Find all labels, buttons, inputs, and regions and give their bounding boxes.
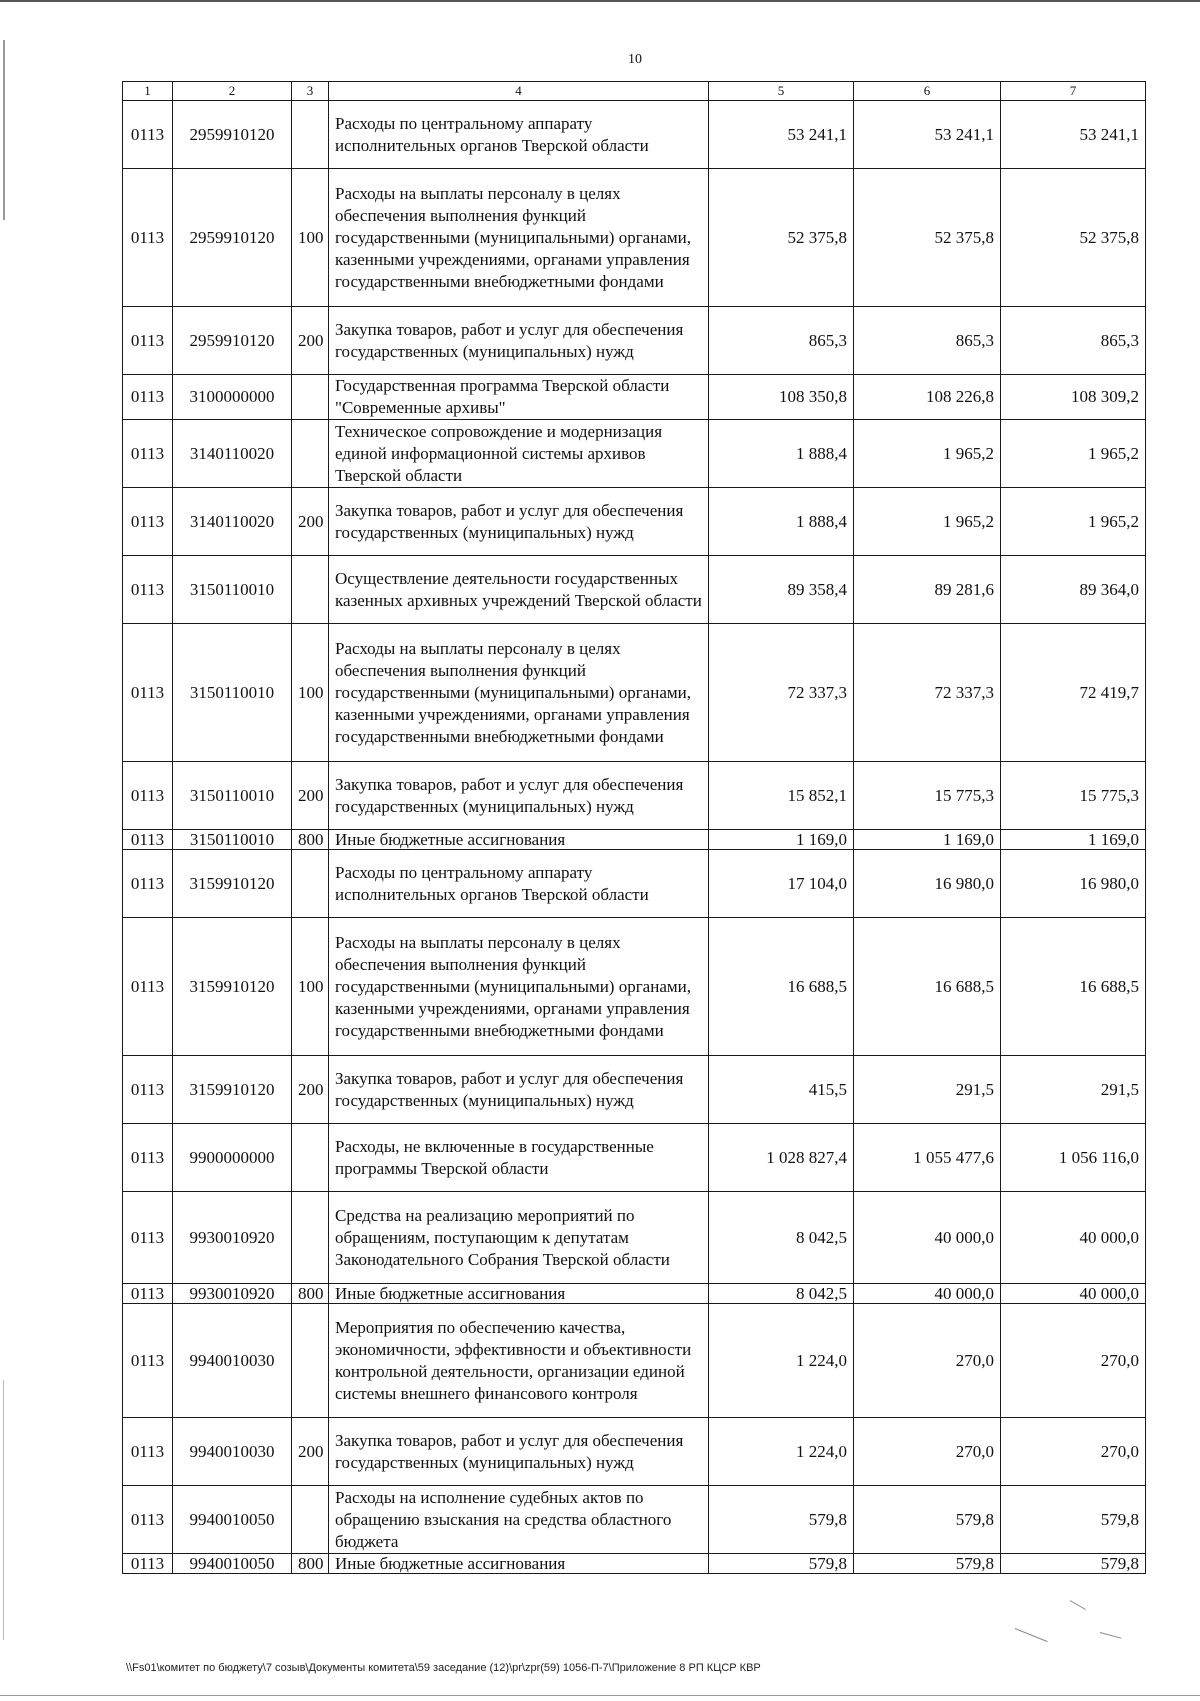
section-code: 0113	[123, 1304, 173, 1418]
amount-col7: 108 309,2	[1001, 375, 1146, 420]
section-code: 0113	[123, 169, 173, 307]
amount-col6: 1 055 477,6	[854, 1124, 1001, 1192]
table-row	[123, 1486, 1146, 1554]
amount-col5: 16 688,5	[709, 918, 854, 1056]
section-code: 0113	[123, 101, 173, 169]
item-name: Иные бюджетные ассигнования	[329, 1284, 709, 1304]
table-row	[123, 1284, 1146, 1304]
target-code: 3140110020	[173, 488, 292, 556]
amount-col6: 72 337,3	[854, 624, 1001, 762]
expense-kind-code: 200	[292, 762, 329, 830]
expense-kind-code: 100	[292, 169, 329, 307]
amount-col6: 15 775,3	[854, 762, 1001, 830]
expense-kind-code: 100	[292, 918, 329, 1056]
expense-kind-code	[292, 101, 329, 169]
table-row	[123, 101, 1146, 169]
amount-col5: 1 169,0	[709, 830, 854, 850]
expense-kind-code: 800	[292, 830, 329, 850]
table-row	[123, 918, 1146, 1056]
amount-col6: 865,3	[854, 307, 1001, 375]
amount-col5: 1 224,0	[709, 1304, 854, 1418]
expense-kind-code: 800	[292, 1554, 329, 1574]
item-name: Мероприятия по обеспечению качества, экономичности, эффективности и объективности контрольной деятельности, организации единой системы внешнего финансового контроля	[329, 1304, 709, 1418]
amount-col5: 89 358,4	[709, 556, 854, 624]
section-code: 0113	[123, 1192, 173, 1284]
item-name: Расходы по центральному аппарату исполнительных органов Тверской области	[329, 850, 709, 918]
item-name: Иные бюджетные ассигнования	[329, 830, 709, 850]
amount-col5: 53 241,1	[709, 101, 854, 169]
amount-col7: 40 000,0	[1001, 1192, 1146, 1284]
budget-table	[122, 81, 1146, 1574]
item-name: Закупка товаров, работ и услуг для обеспечения государственных (муниципальных) нужд	[329, 762, 709, 830]
amount-col7: 16 980,0	[1001, 850, 1146, 918]
expense-kind-code: 200	[292, 1056, 329, 1124]
target-code: 9940010030	[173, 1418, 292, 1486]
item-name: Закупка товаров, работ и услуг для обеспечения государственных (муниципальных) нужд	[329, 307, 709, 375]
amount-col6: 579,8	[854, 1554, 1001, 1574]
amount-col5: 8 042,5	[709, 1284, 854, 1304]
target-code: 3150110010	[173, 624, 292, 762]
amount-col7: 1 169,0	[1001, 830, 1146, 850]
item-name: Расходы, не включенные в государственные программы Тверской области	[329, 1124, 709, 1192]
table-row	[123, 556, 1146, 624]
table-row	[123, 1304, 1146, 1418]
amount-col5: 1 224,0	[709, 1418, 854, 1486]
section-code: 0113	[123, 488, 173, 556]
table-row	[123, 420, 1146, 488]
section-code: 0113	[123, 762, 173, 830]
table-row	[123, 375, 1146, 420]
table-row	[123, 307, 1146, 375]
target-code: 2959910120	[173, 169, 292, 307]
amount-col6: 16 688,5	[854, 918, 1001, 1056]
amount-col5: 1 888,4	[709, 488, 854, 556]
section-code: 0113	[123, 850, 173, 918]
amount-col5: 52 375,8	[709, 169, 854, 307]
target-code: 3159910120	[173, 918, 292, 1056]
expense-kind-code: 200	[292, 488, 329, 556]
amount-col6: 40 000,0	[854, 1192, 1001, 1284]
amount-col5: 415,5	[709, 1056, 854, 1124]
amount-col5: 8 042,5	[709, 1192, 854, 1284]
item-name: Средства на реализацию мероприятий по обращениям, поступающим к депутатам Законодательного Собрания Тверской области	[329, 1192, 709, 1284]
table-row	[123, 1056, 1146, 1124]
expense-kind-code	[292, 1486, 329, 1554]
section-code: 0113	[123, 1418, 173, 1486]
item-name: Государственная программа Тверской области "Современные архивы"	[329, 375, 709, 420]
table-row	[123, 830, 1146, 850]
table-row	[123, 850, 1146, 918]
amount-col7: 579,8	[1001, 1486, 1146, 1554]
amount-col6: 579,8	[854, 1486, 1001, 1554]
expense-kind-code	[292, 420, 329, 488]
table-row	[123, 1192, 1146, 1284]
scan-mark	[1070, 1600, 1086, 1610]
item-name: Расходы на выплаты персоналу в целях обеспечения выполнения функций государственными (муниципальными) органами, казенными учреждениями, органами управления государственными внебюджетными фондами	[329, 624, 709, 762]
amount-col5: 17 104,0	[709, 850, 854, 918]
amount-col7: 52 375,8	[1001, 169, 1146, 307]
item-name: Осуществление деятельности государственных казенных архивных учреждений Тверской области	[329, 556, 709, 624]
target-code: 9900000000	[173, 1124, 292, 1192]
amount-col7: 1 056 116,0	[1001, 1124, 1146, 1192]
amount-col7: 40 000,0	[1001, 1284, 1146, 1304]
target-code: 9940010050	[173, 1554, 292, 1574]
expense-kind-code: 800	[292, 1284, 329, 1304]
target-code: 3100000000	[173, 375, 292, 420]
amount-col5: 108 350,8	[709, 375, 854, 420]
amount-col7: 579,8	[1001, 1554, 1146, 1574]
amount-col6: 1 965,2	[854, 420, 1001, 488]
expense-kind-code	[292, 1124, 329, 1192]
amount-col7: 291,5	[1001, 1056, 1146, 1124]
item-name: Расходы по центральному аппарату исполнительных органов Тверской области	[329, 101, 709, 169]
table-row	[123, 1554, 1146, 1574]
amount-col7: 1 965,2	[1001, 488, 1146, 556]
expense-kind-code: 200	[292, 1418, 329, 1486]
target-code: 9930010920	[173, 1192, 292, 1284]
column-header: 4	[329, 82, 709, 101]
item-name: Закупка товаров, работ и услуг для обеспечения государственных (муниципальных) нужд	[329, 1418, 709, 1486]
expense-kind-code: 100	[292, 624, 329, 762]
table-row	[123, 624, 1146, 762]
item-name: Расходы на выплаты персоналу в целях обеспечения выполнения функций государственными (муниципальными) органами, казенными учреждениями, органами управления государственными внебюджетными фондами	[329, 169, 709, 307]
section-code: 0113	[123, 1284, 173, 1304]
table-row	[123, 762, 1146, 830]
section-code: 0113	[123, 1124, 173, 1192]
amount-col6: 1 169,0	[854, 830, 1001, 850]
amount-col5: 1 028 827,4	[709, 1124, 854, 1192]
amount-col5: 865,3	[709, 307, 854, 375]
section-code: 0113	[123, 556, 173, 624]
table-row	[123, 169, 1146, 307]
amount-col7: 865,3	[1001, 307, 1146, 375]
scan-edge-bottom	[0, 1695, 1200, 1696]
expense-kind-code	[292, 375, 329, 420]
amount-col7: 89 364,0	[1001, 556, 1146, 624]
amount-col7: 1 965,2	[1001, 420, 1146, 488]
expense-kind-code	[292, 556, 329, 624]
item-name: Иные бюджетные ассигнования	[329, 1554, 709, 1574]
table-row	[123, 488, 1146, 556]
column-header: 6	[854, 82, 1001, 101]
amount-col6: 89 281,6	[854, 556, 1001, 624]
item-name: Расходы на выплаты персоналу в целях обеспечения выполнения функций государственными (муниципальными) органами, казенными учреждениями, органами управления государственными внебюджетными фондами	[329, 918, 709, 1056]
section-code: 0113	[123, 375, 173, 420]
amount-col6: 40 000,0	[854, 1284, 1001, 1304]
target-code: 3150110010	[173, 556, 292, 624]
expense-kind-code	[292, 1304, 329, 1418]
amount-col5: 579,8	[709, 1486, 854, 1554]
table-row	[123, 1124, 1146, 1192]
target-code: 3150110010	[173, 762, 292, 830]
amount-col7: 270,0	[1001, 1418, 1146, 1486]
section-code: 0113	[123, 1056, 173, 1124]
amount-col6: 52 375,8	[854, 169, 1001, 307]
section-code: 0113	[123, 624, 173, 762]
amount-col6: 291,5	[854, 1056, 1001, 1124]
amount-col5: 15 852,1	[709, 762, 854, 830]
amount-col5: 579,8	[709, 1554, 854, 1574]
amount-col5: 72 337,3	[709, 624, 854, 762]
amount-col6: 16 980,0	[854, 850, 1001, 918]
target-code: 3150110010	[173, 830, 292, 850]
target-code: 9940010030	[173, 1304, 292, 1418]
target-code: 3140110020	[173, 420, 292, 488]
amount-col6: 1 965,2	[854, 488, 1001, 556]
amount-col6: 108 226,8	[854, 375, 1001, 420]
target-code: 3159910120	[173, 850, 292, 918]
column-header: 1	[123, 82, 173, 101]
column-header: 3	[292, 82, 329, 101]
expense-kind-code	[292, 850, 329, 918]
file-path-footer: \\Fs01\комитет по бюджету\7 созыв\Документы комитета\59 заседание (12)\pr\zpr(59) 1056-П-7\Приложение 8 РП КЦСР КВР	[126, 1662, 761, 1674]
section-code: 0113	[123, 1554, 173, 1574]
column-header: 2	[173, 82, 292, 101]
amount-col7: 15 775,3	[1001, 762, 1146, 830]
item-name: Закупка товаров, работ и услуг для обеспечения государственных (муниципальных) нужд	[329, 1056, 709, 1124]
column-header: 7	[1001, 82, 1146, 101]
column-header: 5	[709, 82, 854, 101]
amount-col5: 1 888,4	[709, 420, 854, 488]
amount-col7: 53 241,1	[1001, 101, 1146, 169]
scan-edge-top	[0, 0, 1200, 2]
section-code: 0113	[123, 1486, 173, 1554]
amount-col6: 270,0	[854, 1304, 1001, 1418]
scan-edge-left-lower	[3, 1380, 4, 1640]
target-code: 9930010920	[173, 1284, 292, 1304]
item-name: Техническое сопровождение и модернизация единой информационной системы архивов Тверской области	[329, 420, 709, 488]
amount-col7: 72 419,7	[1001, 624, 1146, 762]
scan-mark	[1015, 1628, 1048, 1642]
target-code: 9940010050	[173, 1486, 292, 1554]
target-code: 2959910120	[173, 101, 292, 169]
section-code: 0113	[123, 830, 173, 850]
page-number: 10	[628, 52, 642, 67]
column-number-row	[123, 82, 1146, 101]
amount-col6: 270,0	[854, 1418, 1001, 1486]
section-code: 0113	[123, 420, 173, 488]
section-code: 0113	[123, 307, 173, 375]
expense-kind-code	[292, 1192, 329, 1284]
section-code: 0113	[123, 918, 173, 1056]
expense-kind-code: 200	[292, 307, 329, 375]
amount-col7: 16 688,5	[1001, 918, 1146, 1056]
scan-mark	[1100, 1632, 1122, 1639]
item-name: Закупка товаров, работ и услуг для обеспечения государственных (муниципальных) нужд	[329, 488, 709, 556]
target-code: 3159910120	[173, 1056, 292, 1124]
table-row	[123, 1418, 1146, 1486]
target-code: 2959910120	[173, 307, 292, 375]
item-name: Расходы на исполнение судебных актов по обращению взыскания на средства областного бюджета	[329, 1486, 709, 1554]
amount-col6: 53 241,1	[854, 101, 1001, 169]
amount-col7: 270,0	[1001, 1304, 1146, 1418]
